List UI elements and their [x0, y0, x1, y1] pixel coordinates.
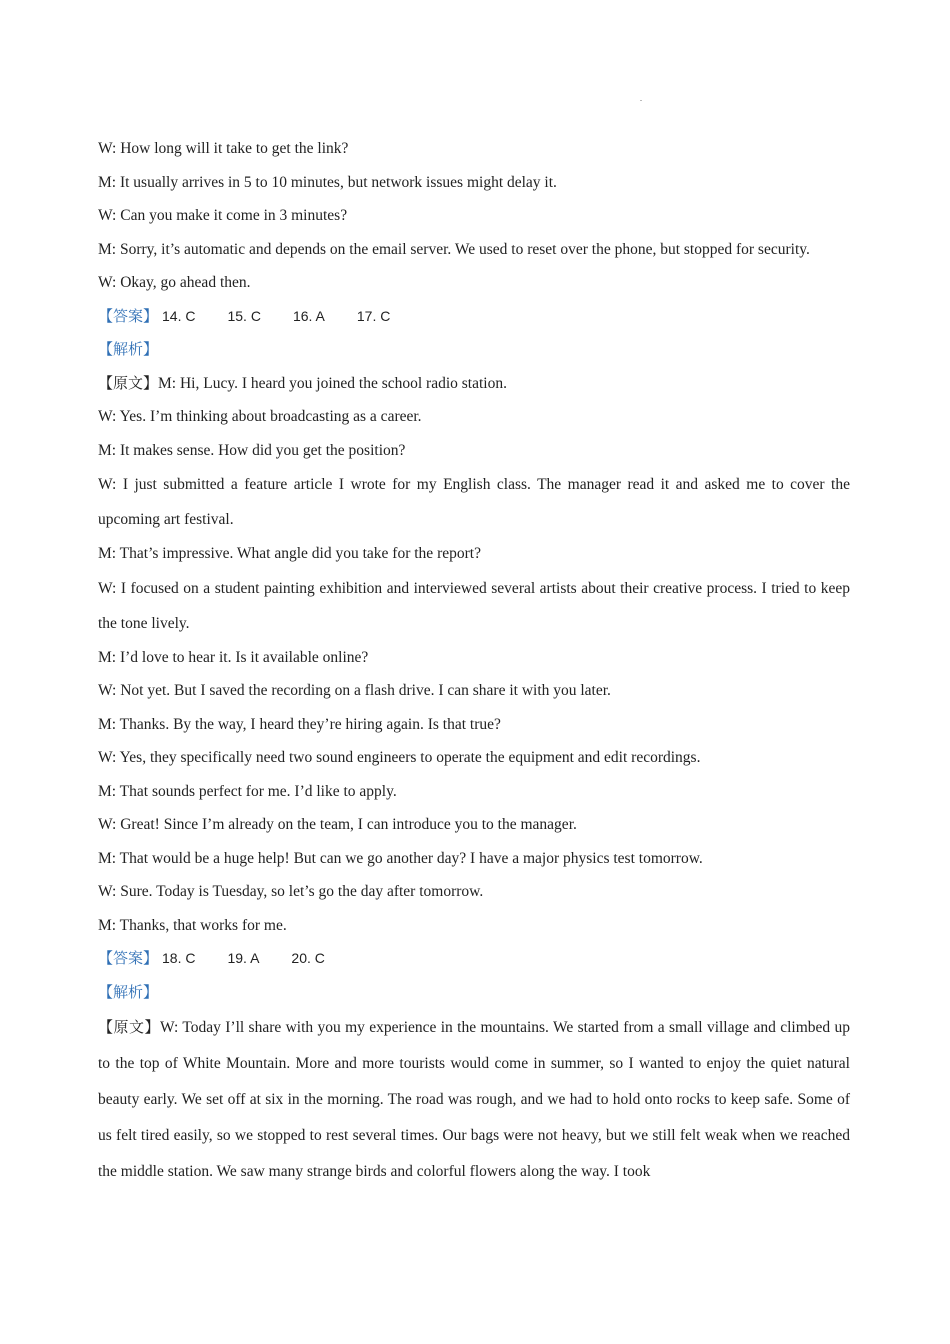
dialogue-line: M: It makes sense. How did you get the position?	[98, 441, 406, 459]
dialogue-line: W: Can you make it come in 3 minutes?	[98, 207, 348, 224]
answer-row-2	[98, 942, 850, 976]
monologue-text: W: Today I’ll share with you my experience in the mountains. We started from a small village and climbed up to the top of White Mountain. More and more tourists would come in summer, so I wanted to enjoy the quiet natural beauty early. We set off at six in the morning. The road was rough, and we had to hold onto rocks to keep safe. Some of us felt tired easily, so we stopped to rest several times. Our bags were not heavy, but we still felt weak when we reached the middle station. We saw many strange birds and colorful flowers along the way. I took	[98, 1019, 850, 1180]
answer-item: 17. C	[356, 307, 391, 324]
dialogue-line: M: Thanks, that works for me.	[98, 916, 287, 934]
original-text-paragraph	[98, 1009, 850, 1190]
answer-item: 18. C	[162, 950, 196, 966]
analysis-heading-2	[98, 976, 850, 1010]
original-tag: 【原文】	[98, 1018, 160, 1036]
dialogue-line: W: How long will it take to get the link?	[98, 140, 349, 157]
original-text-first-line	[98, 367, 850, 401]
dialogue-line: M: Hi, Lucy. I heard you joined the school radio station.	[158, 374, 507, 392]
dialogue-paragraph: W: I just submitted a feature article I wrote for my English class. The manager read it and asked me to cover the upcoming art festival.	[98, 476, 850, 528]
answer-item: 19. A	[227, 950, 260, 966]
answer-item: 15. C	[227, 307, 261, 324]
analysis-tag: 【解析】	[98, 340, 159, 358]
dialogue-line: W: Yes, they specifically need two sound engineers to operate the equipment and edit recordings.	[98, 749, 701, 766]
answer-tag: 【答案】	[98, 949, 159, 967]
dialogue-line: M: It usually arrives in 5 to 10 minutes, but network issues might delay it.	[98, 173, 557, 191]
dialogue-line: M: Thanks. By the way, I heard they’re hiring again. Is that true?	[98, 715, 501, 733]
document-page	[98, 132, 850, 1190]
answer-item: 20. C	[291, 950, 325, 966]
transcript-section-1	[98, 132, 850, 300]
dialogue-line: W: Sure. Today is Tuesday, so let’s go the day after tomorrow.	[98, 883, 484, 900]
dialogue-line: W: Okay, go ahead then.	[98, 274, 251, 291]
dialogue-line: M: That’s impressive. What angle did you take for the report?	[98, 545, 481, 562]
analysis-tag: 【解析】	[98, 982, 159, 1001]
dialogue-paragraph: W: I focused on a student painting exhibition and interviewed several artists about their creative process. I tried to keep the tone lively.	[98, 579, 850, 632]
analysis-heading-1	[98, 333, 850, 367]
dialogue-line: M: That sounds perfect for me. I’d like to apply.	[98, 782, 397, 800]
dialogue-line: M: I’d love to hear it. Is it available online?	[98, 648, 369, 666]
original-tag: 【原文】	[98, 373, 159, 392]
dialogue-line: W: Not yet. But I saved the recording on a flash drive. I can share it with you later.	[98, 682, 611, 699]
answer-item: 14. C	[162, 307, 196, 324]
dialogue-line: M: That would be a huge help! But can we go another day? I have a major physics test tomorrow.	[98, 849, 703, 867]
transcript-section-2	[98, 400, 850, 942]
dialogue-line: M: Sorry, it’s automatic and depends on the email server. We used to reset over the phone, but stopped for security.	[98, 240, 810, 258]
answer-row-1	[98, 300, 850, 334]
answer-item: 16. A	[292, 307, 325, 324]
answer-tag: 【答案】	[98, 306, 159, 325]
dialogue-line: W: Yes. I’m thinking about broadcasting as a career.	[98, 408, 422, 425]
scan-mark	[640, 100, 642, 101]
dialogue-line: W: Great! Since I’m already on the team, I can introduce you to the manager.	[98, 816, 577, 833]
